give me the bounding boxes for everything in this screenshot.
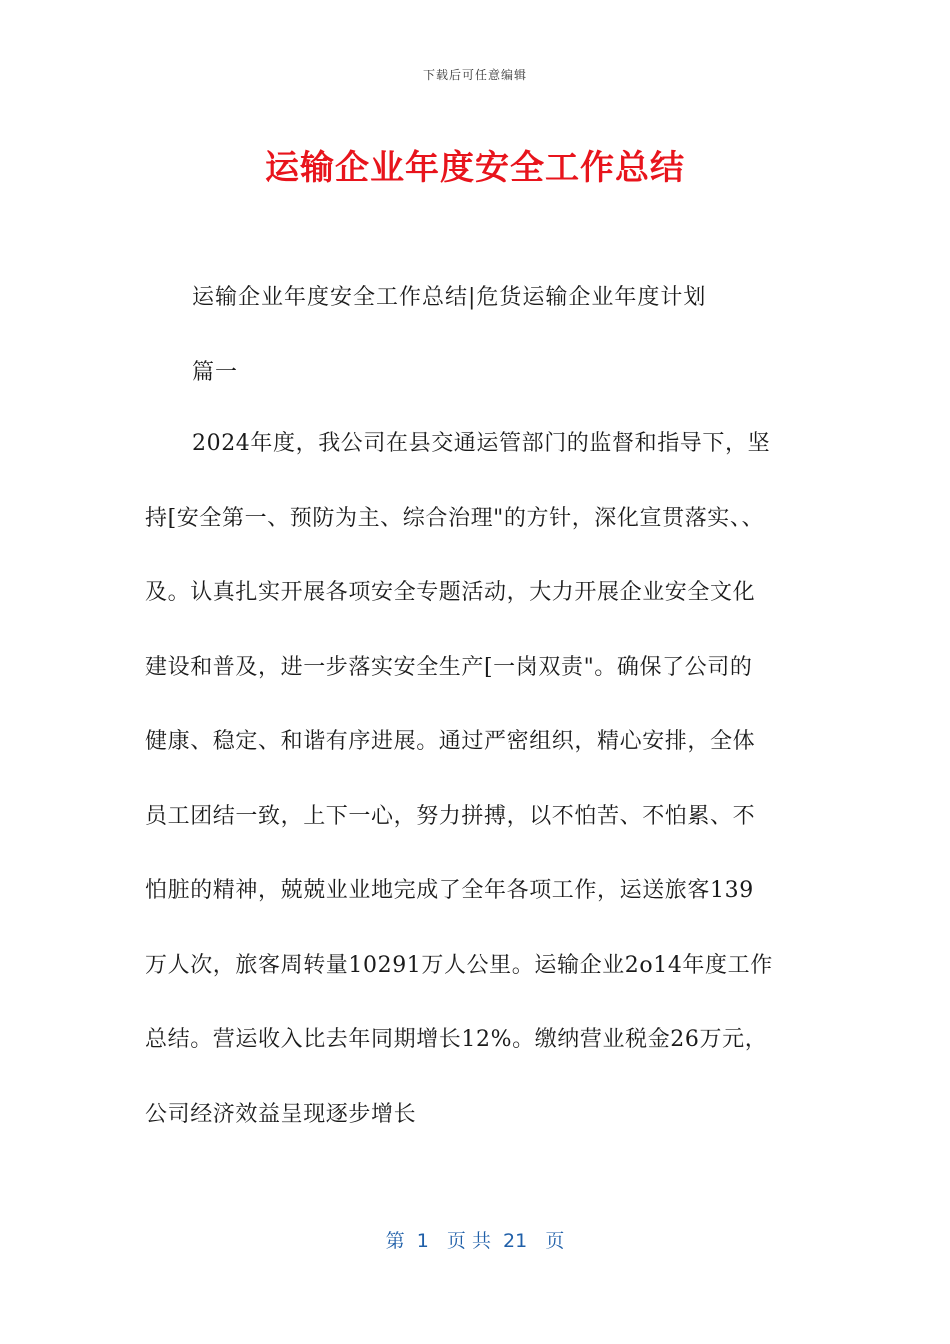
- document-subtitle: 运输企业年度安全工作总结|危货运输企业年度计划: [192, 285, 707, 310]
- body-line: 怕脏的精神，兢兢业业地完成了全年各项工作，运送旅客139: [145, 878, 754, 903]
- body-line: 公司经济效益呈现逐步增长: [145, 1101, 417, 1127]
- body-paragraph: [145, 422, 815, 1167]
- body-line: 持[安全第一、预防为主、综合治理"的方针，深化宣贯落实、、: [145, 505, 765, 531]
- body-line: 建设和普及，进一步落实安全生产[一岗双责"。确保了公司的: [145, 654, 753, 680]
- section-label: 篇一: [192, 360, 239, 385]
- body-line: 及。认真扎实开展各项安全专题活动，大力开展企业安全文化: [145, 580, 756, 605]
- body-line: 健康、稳定、和谐有序进展。通过严密组织，精心安排，全体: [145, 729, 756, 754]
- body-line: 员工团结一致，上下一心，努力拼搏，以不怕苦、不怕累、不: [145, 803, 756, 829]
- body-line: 2024年度，我公司在县交通运管部门的监督和指导下，坚: [192, 431, 771, 456]
- document-title: 运输企业年度安全工作总结: [265, 148, 685, 188]
- page-footer: 第 1 页 共 21 页: [385, 1230, 565, 1252]
- body-line: 万人次，旅客周转量10291万人公里。运输企业2o14年度工作: [145, 952, 773, 978]
- header-note: 下载后可任意编辑: [422, 68, 527, 82]
- body-line: 总结。营运收入比去年同期增长12%。缴纳营业税金26万元，: [145, 1027, 768, 1052]
